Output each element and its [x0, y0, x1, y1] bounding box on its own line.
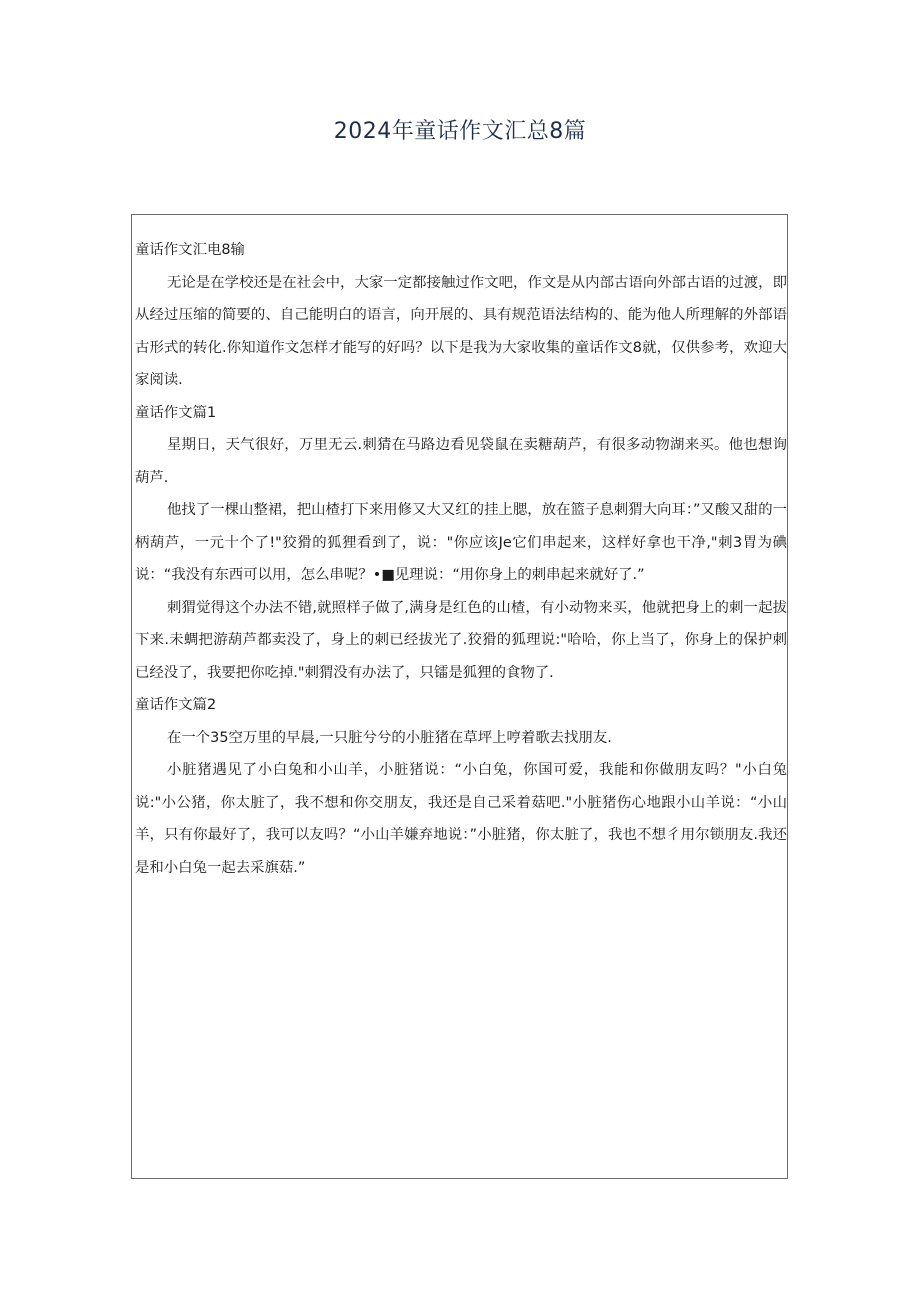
document-body [135, 234, 787, 884]
essay-1-heading: 童话作文篇1 [135, 404, 217, 421]
document-title: 2024年童话作文汇总8篇 [333, 119, 587, 144]
essay-2-paragraph-2: 小脏猪遇见了小白兔和小山羊，小脏猪说：“小白兔，你国可爱，我能和你做朋友吗？"小白兔说:"小公猪，你太脏了，我不想和你交朋友，我还是自己采着菇吧."小脏猪伤心地跟小山羊说：“小山羊，只有你最好了，我可以友吗？“小山羊嫌弃地说：”小脏猪，你太脏了，我也不想彳用尔锁朋友.我还是和小白兔一起去采旗菇.” [135, 762, 787, 876]
essay-1-paragraph-3: 刺猬觉得这个办法不错,就照样子做了,满身是红色的山楂，有小动物来买，他就把身上的刺一起拔下来.未蜩把游葫芦都卖没了，身上的刺已经拔光了.狡猾的狐理说:"哈哈，你上当了，你身上的保护刺已经没了，我要把你吃掉."刺猬没有办法了，只镭是狐狸的食物了. [135, 599, 787, 681]
intro-paragraph: 无论是在学校还是在社会中，大家一定都接触过作文吧，作文是从内部古语向外部古语的过渡，即从经过压缩的简要的、自己能明白的语言，向开展的、具有规范语法结构的、能为他人所理解的外部语古形式的转化.你知道作文怎样才能写的好吗？以下是我为大家收集的童话作文8就，仅供参考，欢迎大家阅读. [135, 274, 787, 388]
content-frame [131, 214, 788, 1179]
essay-2-paragraph-1: 在一个35空万里的早晨,一只脏兮兮的小脏猪在草坪上哼着歌去找朋友. [167, 729, 612, 746]
section-header: 童话作文汇电8输 [135, 242, 245, 258]
essay-2-heading: 童话作文篇2 [135, 697, 217, 713]
essay-1-paragraph-2: 他找了一棵山整裙，把山楂打下来用修又大又红的挂上腮，放在篮子息刺猬大向耳：”又酸又甜的一柄葫芦，一元十个了!"狡猾的狐狸看到了，说："你应该Je它们串起来，这样好拿也干净,"刺3胃为碘说：“我没有东西可以用，怎么串呢？•■见理说：“用你身上的刺串起来就好了.” [135, 502, 787, 583]
essay-1-paragraph-1: 星期日，天气很好，万里无云.刺猜在马路边看见袋鼠在卖糖葫芦，有很多动物湖来买。他也想询葫芦. [135, 437, 787, 486]
